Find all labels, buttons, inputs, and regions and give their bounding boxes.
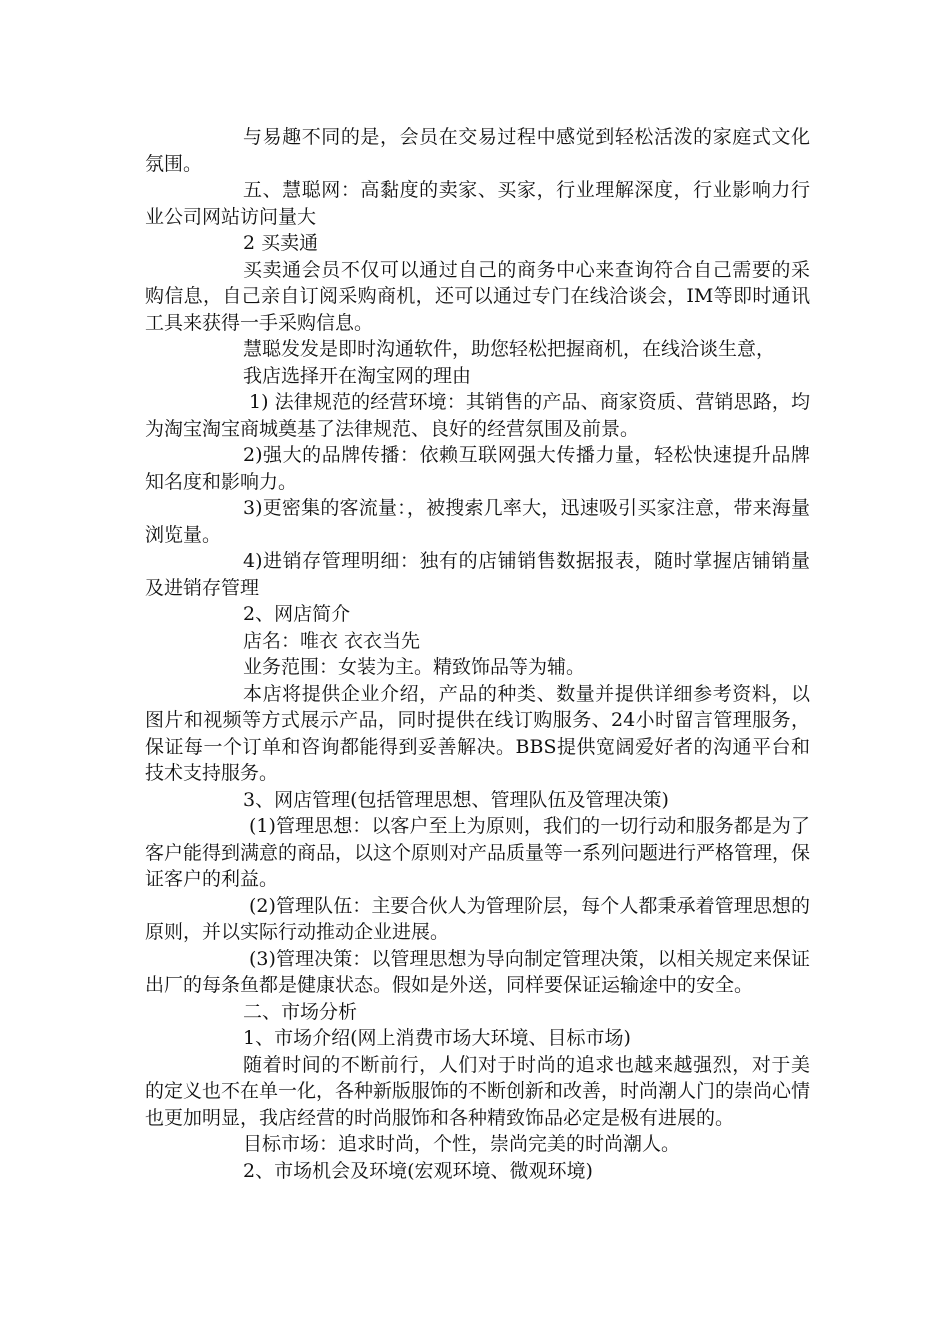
paragraph-1: 与易趣不同的是，会员在交易过程中感觉到轻松活泼的家庭式文化氛围。 xyxy=(145,126,810,175)
paragraph-5: 慧聪发发是即时沟通软件，助您轻松把握商机，在线洽谈生意， xyxy=(243,338,776,360)
paragraph-9: 3)更密集的客流量：，被搜索几率大，迅速吸引买家注意，带来海量浏览量。 xyxy=(145,497,810,546)
paragraph-6: 我店选择开在淘宝网的理由 xyxy=(243,364,472,387)
paragraph-21: 随着时间的不断前行，人们对于时尚的追求也越来越强烈，对于美的定义也不在单一化，各种新版服饰的不断创新和改善，时尚潮人门的崇尚心情也更加明显，我店经营的时尚服饰和各种精致饰品必定是极有进展的。 xyxy=(145,1053,811,1129)
document-body xyxy=(145,124,810,1184)
paragraph-16: (1)管理思想：以客户至上为原则，我们的一切行动和服务都是为了客户能得到满意的商品，以这个原则对产品质量等一系列问题进行严格管理，保证客户的利益。 xyxy=(145,815,811,890)
paragraph-11: 2、网店简介 xyxy=(243,603,351,625)
paragraph-17: (2)管理队伍：主要合伙人为管理阶层，每个人都秉承着管理思想的原则，并以实际行动推动企业进展。 xyxy=(145,894,810,943)
paragraph-20: 1、市场介绍(网上消费市场大环境、目标市场) xyxy=(243,1027,631,1049)
paragraph-12: 店名：唯衣 衣衣当先 xyxy=(243,629,421,652)
paragraph-13: 业务范围：女装为主。精致饰品等为辅。 xyxy=(243,656,586,678)
paragraph-4: 买卖通会员不仅可以通过自己的商务中心来查询符合自己需要的采购信息，自己亲自订阅采购商机，还可以通过专门在线洽谈会，IM等即时通讯工具来获得一手采购信息。 xyxy=(145,258,810,334)
paragraph-3: 2 买卖通 xyxy=(243,232,319,254)
paragraph-2: 五、慧聪网：高黏度的卖家、买家，行业理解深度，行业影响力行业公司网站访问量大 xyxy=(145,179,810,228)
paragraph-19: 二、市场分析 xyxy=(243,1000,358,1023)
paragraph-15: 3、网店管理(包括管理思想、管理队伍及管理决策) xyxy=(243,788,669,811)
paragraph-10: 4)进销存管理明细：独有的店铺销售数据报表，随时掌握店铺销量及进销存管理 xyxy=(145,550,810,599)
paragraph-14: 本店将提供企业介绍，产品的种类、数量并提供详细参考资料，以图片和视频等方式展示产品，同时提供在线订购服务、24小时留言管理服务，保证每一个订单和咨询都能得到妥善解决。BBS提供宽阔爱好者的沟通平台和技术支持服务。 xyxy=(145,682,810,784)
paragraph-23: 2、市场机会及环境(宏观环境、微观环境) xyxy=(243,1159,593,1182)
paragraph-8: 2)强大的品牌传播：依赖互联网强大传播力量，轻松快速提升品牌知名度和影响力。 xyxy=(145,444,810,493)
paragraph-7: 1) 法律规范的经营环境：其销售的产品、商家资质、营销思路，均为淘宝淘宝商城奠基了法律规范、良好的经营氛围及前景。 xyxy=(145,391,810,440)
paragraph-18: (3)管理决策：以管理思想为导向制定管理决策，以相关规定来保证出厂的每条鱼都是健康状态。假如是外送，同样要保证运输途中的安全。 xyxy=(145,947,810,996)
paragraph-22: 目标市场：追求时尚，个性，崇尚完美的时尚潮人。 xyxy=(243,1133,681,1155)
